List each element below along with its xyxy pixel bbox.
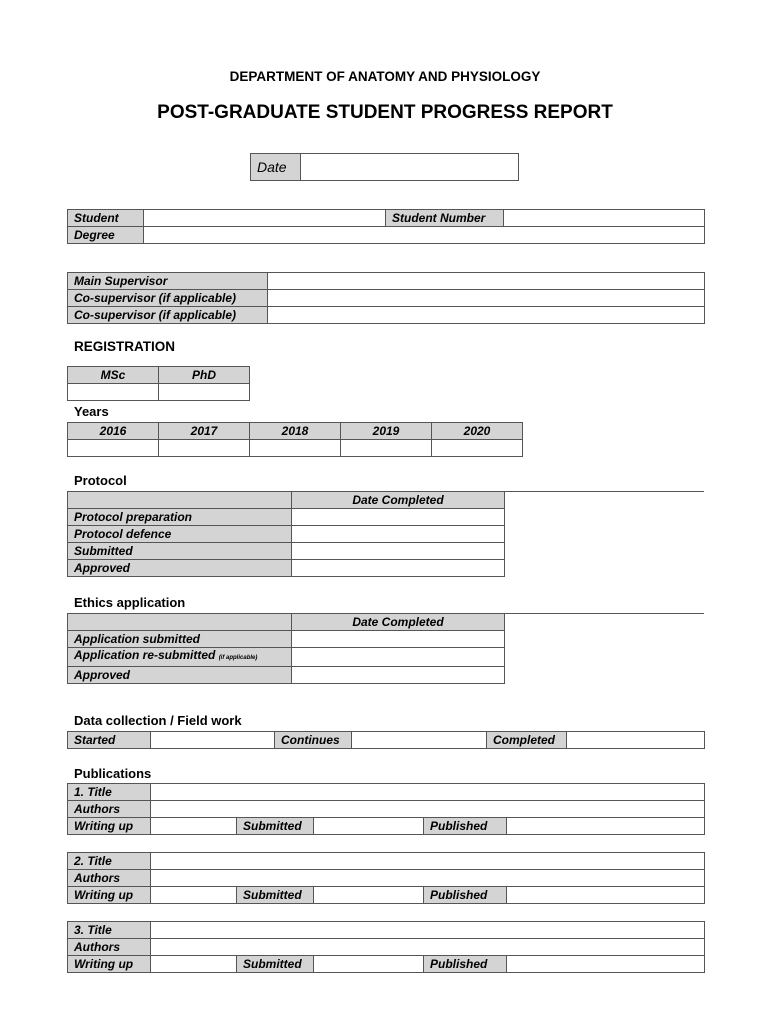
publication-3-writing-up-label: Writing up: [68, 956, 151, 973]
year-2019-label: 2019: [341, 423, 432, 440]
date-box: [250, 153, 519, 181]
ethics-divider: [504, 613, 704, 614]
ethics-header-blank: [68, 614, 292, 631]
protocol-approved-label: Approved: [68, 560, 292, 577]
application-resubmitted-label: [68, 648, 292, 667]
years-heading: Years: [74, 404, 109, 419]
publication-2-table: [67, 852, 705, 904]
publication-3-writing-up-field[interactable]: [151, 956, 237, 973]
publication-1-published-label: Published: [424, 818, 507, 835]
application-resubmitted-date-field[interactable]: [292, 648, 505, 667]
publication-3-title-label: 3. Title: [68, 922, 151, 939]
protocol-defence-date-field[interactable]: [292, 526, 505, 543]
publication-3-title-field[interactable]: [151, 922, 705, 939]
publication-2-title-field[interactable]: [151, 853, 705, 870]
co-supervisor-2-label: Co-supervisor (if applicable): [68, 307, 268, 324]
data-collection-heading: Data collection / Field work: [74, 713, 242, 728]
publication-1-title-label: 1. Title: [68, 784, 151, 801]
continues-label: Continues: [275, 732, 352, 749]
registration-heading: REGISTRATION: [74, 339, 175, 354]
protocol-table: [67, 491, 505, 577]
protocol-preparation-label: Protocol preparation: [68, 509, 292, 526]
student-table: [67, 209, 705, 244]
year-2018-field[interactable]: [250, 440, 341, 457]
publication-2-published-field[interactable]: [507, 887, 705, 904]
application-submitted-label: Application submitted: [68, 631, 292, 648]
date-label: Date: [251, 154, 301, 181]
publication-2-authors-field[interactable]: [151, 870, 705, 887]
publication-2-published-label: Published: [424, 887, 507, 904]
publication-1-writing-up-field[interactable]: [151, 818, 237, 835]
supervisor-table: [67, 272, 705, 324]
started-field[interactable]: [151, 732, 275, 749]
publication-1-authors-label: Authors: [68, 801, 151, 818]
year-2020-label: 2020: [432, 423, 523, 440]
department-heading: DEPARTMENT OF ANATOMY AND PHYSIOLOGY: [229, 69, 541, 84]
student-number-field[interactable]: [504, 210, 705, 227]
years-table: [67, 422, 523, 457]
publication-2-writing-up-label: Writing up: [68, 887, 151, 904]
co-supervisor-1-field[interactable]: [268, 290, 705, 307]
page-title: POST-GRADUATE STUDENT PROGRESS REPORT: [157, 102, 613, 123]
date-field[interactable]: [301, 154, 519, 181]
publications-heading: Publications: [74, 766, 152, 781]
publication-1-submitted-label: Submitted: [237, 818, 314, 835]
publication-1-published-field[interactable]: [507, 818, 705, 835]
started-label: Started: [68, 732, 151, 749]
ethics-approved-label: Approved: [68, 667, 292, 684]
publication-2-submitted-label: Submitted: [237, 887, 314, 904]
protocol-defence-label: Protocol defence: [68, 526, 292, 543]
ethics-heading: Ethics application: [74, 595, 186, 610]
protocol-submitted-date-field[interactable]: [292, 543, 505, 560]
protocol-header-blank: [68, 492, 292, 509]
continues-field[interactable]: [352, 732, 487, 749]
application-submitted-date-field[interactable]: [292, 631, 505, 648]
publication-1-table: [67, 783, 705, 835]
completed-label: Completed: [487, 732, 567, 749]
publication-2-writing-up-field[interactable]: [151, 887, 237, 904]
student-label: Student: [68, 210, 144, 227]
msc-label: MSc: [68, 367, 159, 384]
year-2020-field[interactable]: [432, 440, 523, 457]
degree-label: Degree: [68, 227, 144, 244]
publication-2-submitted-field[interactable]: [314, 887, 424, 904]
ethics-table: [67, 613, 505, 684]
application-resubmitted-text: Application re-submitted: [74, 648, 216, 662]
protocol-divider: [504, 491, 704, 492]
degree-field[interactable]: [144, 227, 705, 244]
publication-1-title-field[interactable]: [151, 784, 705, 801]
publication-3-table: [67, 921, 705, 973]
year-2016-label: 2016: [68, 423, 159, 440]
year-2016-field[interactable]: [68, 440, 159, 457]
protocol-heading: Protocol: [74, 473, 127, 488]
publication-3-submitted-field[interactable]: [314, 956, 424, 973]
data-collection-table: [67, 731, 705, 749]
main-supervisor-label: Main Supervisor: [68, 273, 268, 290]
year-2018-label: 2018: [250, 423, 341, 440]
main-supervisor-field[interactable]: [268, 273, 705, 290]
publication-1-writing-up-label: Writing up: [68, 818, 151, 835]
publication-2-title-label: 2. Title: [68, 853, 151, 870]
msc-field[interactable]: [68, 384, 159, 401]
co-supervisor-1-label: Co-supervisor (if applicable): [68, 290, 268, 307]
publication-3-published-field[interactable]: [507, 956, 705, 973]
completed-field[interactable]: [567, 732, 705, 749]
publication-3-authors-label: Authors: [68, 939, 151, 956]
protocol-submitted-label: Submitted: [68, 543, 292, 560]
student-number-label: Student Number: [386, 210, 504, 227]
publication-3-submitted-label: Submitted: [237, 956, 314, 973]
if-applicable-note: (if applicable): [218, 655, 258, 661]
year-2019-field[interactable]: [341, 440, 432, 457]
co-supervisor-2-field[interactable]: [268, 307, 705, 324]
year-2017-field[interactable]: [159, 440, 250, 457]
degree-type-table: [67, 366, 250, 401]
protocol-preparation-date-field[interactable]: [292, 509, 505, 526]
ethics-date-completed-header: Date Completed: [292, 614, 505, 631]
publication-3-published-label: Published: [424, 956, 507, 973]
publication-2-authors-label: Authors: [68, 870, 151, 887]
publication-3-authors-field[interactable]: [151, 939, 705, 956]
protocol-date-completed-header: Date Completed: [292, 492, 505, 509]
phd-field[interactable]: [159, 384, 250, 401]
ethics-approved-date-field[interactable]: [292, 667, 505, 684]
phd-label: PhD: [159, 367, 250, 384]
publication-1-authors-field[interactable]: [151, 801, 705, 818]
year-2017-label: 2017: [159, 423, 250, 440]
publication-1-submitted-field[interactable]: [314, 818, 424, 835]
student-name-field[interactable]: [144, 210, 386, 227]
protocol-approved-date-field[interactable]: [292, 560, 505, 577]
